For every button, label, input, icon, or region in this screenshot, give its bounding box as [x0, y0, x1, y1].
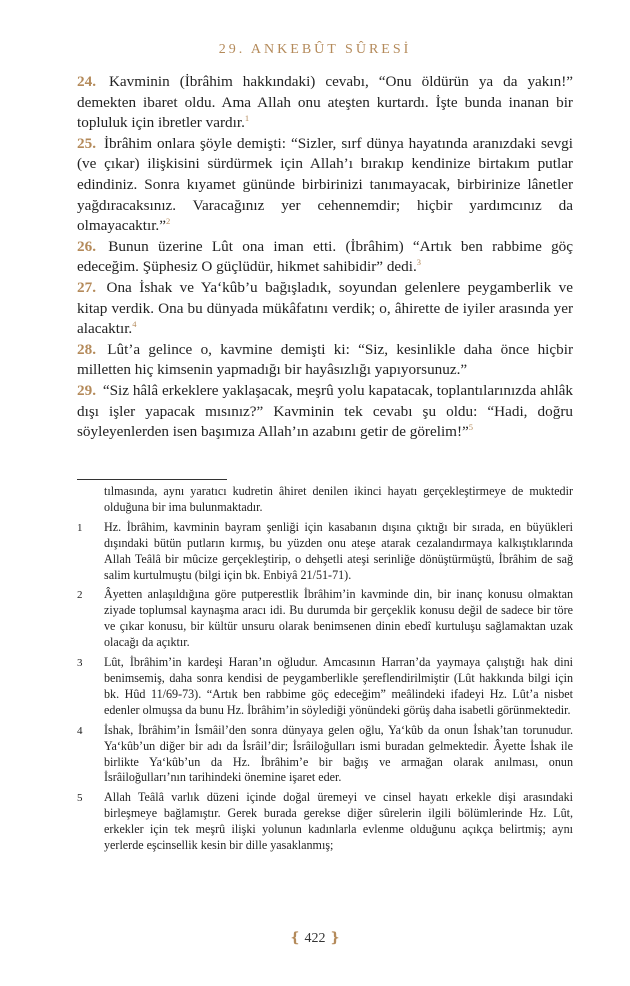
- verse-text: Bunun üzerine Lût ona iman etti. (İbrâhim) “Artık ben rabbime göç edeceğim. Şüphesiz O güçlüdür, hikmet sahibidir” dedi.: [77, 237, 574, 276]
- footnote-continuation: tılmasında, aynı yaratıcı kudretin âhiret denilen ikinci hayatı gerçekleştirmeye de muktedir olduğuna bir ima bulunmaktadır.: [104, 484, 573, 514]
- footnote-3: [77, 655, 573, 719]
- footnote-ref[interactable]: 2: [165, 216, 171, 227]
- footnote-text: Lût, İbrâhim’in kardeşi Haran’ın oğludur. Amcasının Harran’da yaymaya çalıştığı hak dini benimsemiş, daha sonra kendisi de peygamberlikle şereflendirilmiştir (Lût hakkında bilgi için bk. Hûd 11/69-73). “Artık ben rabbime göç edeceğim” meâlindeki ifadeyi Hz. Lût’a nisbet edenler olmuşsa da bunu Hz. İbrâhim’in söylediği yönündeki görüş daha isabetli görünmektedir.: [104, 655, 573, 717]
- verse-26: [77, 237, 573, 278]
- footnote-text: İshak, İbrâhim’in İsmâil’den sonra dünyaya gelen oğlu, Ya‘kûb da onun İshak’tan torunudur. Ya‘kûb’un diğer bir adı da İsrâil’dir; İsrâiloğulları ismi buradan gelmektedir. Âyette İshak ile birlikte Ya‘kûb’un da Hz. İbrâhim’e bir bağış ve armağan olarak anılması, onun İsrâiloğulları’nın tarihindeki önemine işaret eder.: [104, 722, 573, 785]
- footnote-divider: [77, 479, 227, 480]
- verse-text: Lût’a gelince o, kavmine demişti ki: “Siz, kesinlikle daha önce hiçbir milletten hiç kimsenin yapmadığı bir hayâsızlığı yapıyorsunuz.”: [77, 340, 573, 379]
- verse-block: [77, 72, 573, 443]
- ornament-right-icon: ❵: [329, 931, 341, 946]
- footnote-ref[interactable]: 3: [416, 257, 422, 268]
- verse-number: 25.: [77, 134, 96, 152]
- ornament-left-icon: ❴: [289, 931, 301, 946]
- verse-text: Ona İshak ve Ya‘kûb’u bağışladık, soyundan gelenlere peygamberlik ve kitap verdik. Ona bu dünyada mükâfatını verdik; o, âhirette de iyiler arasında yer alacaktır.: [77, 278, 573, 338]
- verse-number: 26.: [77, 237, 96, 255]
- footnote-number: 2: [77, 589, 83, 602]
- footnote-number: 5: [77, 792, 83, 805]
- footnote-4: [77, 723, 573, 787]
- page-number: 422: [304, 931, 326, 946]
- verse-number: 24.: [77, 73, 96, 90]
- page-number-block: [0, 930, 630, 947]
- footnote-2: [77, 587, 573, 651]
- verse-number: 27.: [77, 278, 96, 296]
- footnote-text: Âyetten anlaşıldığına göre putperestlik İbrâhim’in kavminde din, bir inanç konusu olmaktan ziyade toplumsal kaynaşma aracı idi. Bu durumda bir gerçeklik konusu değil de sadece bir töre ve çıkar konusu, bir kültür unsuru olarak benimsenen dinin ebedî kurtuluşu sağlamaktan uzak olacağı da açıktır.: [104, 587, 573, 650]
- footnote-text: Hz. İbrâhim, kavminin bayram şenliği için kasabanın dışına çıktığı bir sırada, en büyükleri dışındaki bütün putların kırmış, bu yüzden onu ateşe atarak cezalandırmaya kalkıştıklarında Allah Teâlâ bir mûcize gerçekleştirip, o dehşetli ateşi serinliğe dönüştürmüştü, İbrâhim de sağ salim kurtulmuştu (bilgi için bk. Enbiyâ 21/51-71).: [104, 519, 573, 582]
- footnote-1: [77, 520, 573, 584]
- verse-29: [77, 381, 573, 443]
- footnote-ref[interactable]: 5: [468, 422, 474, 433]
- footnote-text: Allah Teâlâ varlık düzeni içinde doğal üremeyi ve cinsel hayatı erkekle dişi arasındaki birleşmeye bağlamıştır. Gerek burada gerekse diğer sûrelerin ilgili bölümlerinde Hz. Lût, erkekler için tek meşrû ilişki yolunun kadınlarla evlenme olduğunu açıkça belirtmiş; aynı yerlerde eşcinsellik kesin bir dille yasaklanmış;: [104, 790, 573, 853]
- verse-number: 29.: [77, 381, 96, 399]
- verse-number: 28.: [77, 340, 96, 358]
- verse-text: İbrâhim onlara şöyle demişti: “Sizler, sırf dünya hayatında aranızdaki sevgi (ve çıkar) ilişkisini sürdürmek için Allah’ı bırakıp kendinize birtakım putlar edindiniz. Sonra kıyamet gününde birbirinizi tanımayacak, birbirinize lânetler yağdıracaksınız. Varacağınız yer cehennemdir; hiçbir yardımcınız da olmayacaktır.”: [77, 134, 573, 235]
- verse-24: [77, 72, 573, 134]
- verse-text: Kavminin (İbrâhim hakkındaki) cevabı, “Onu öldürün ya da yakın!” demekten ibaret oldu. Ama Allah onu ateşten kurtardı. İşte bunda inanan bir topluluk için ibretler vardır.: [77, 73, 573, 132]
- footnote-number: 3: [77, 657, 83, 670]
- verse-text: “Siz hâlâ erkeklere yaklaşacak, meşrû yolu kapatacak, toplantılarınızda ahlâk dışı işler yapacak mısınız?” Kavminin tek cevabı şu oldu: “Hadi, doğru söyleyenlerden isen başımıza Allah’ın azabını getir de görelim!”: [77, 381, 573, 441]
- footnote-number: 1: [77, 521, 83, 534]
- footnote-5: [77, 790, 573, 854]
- verse-27: [77, 278, 573, 340]
- footnotes: [77, 484, 573, 858]
- footnote-ref[interactable]: 4: [132, 319, 137, 330]
- footnote-ref[interactable]: 1: [244, 113, 250, 124]
- footnote-number: 4: [77, 724, 83, 737]
- verse-25: [77, 134, 573, 237]
- verse-28: [77, 340, 573, 381]
- running-head: 29. ANKEBÛT SÛRESİ: [218, 42, 412, 57]
